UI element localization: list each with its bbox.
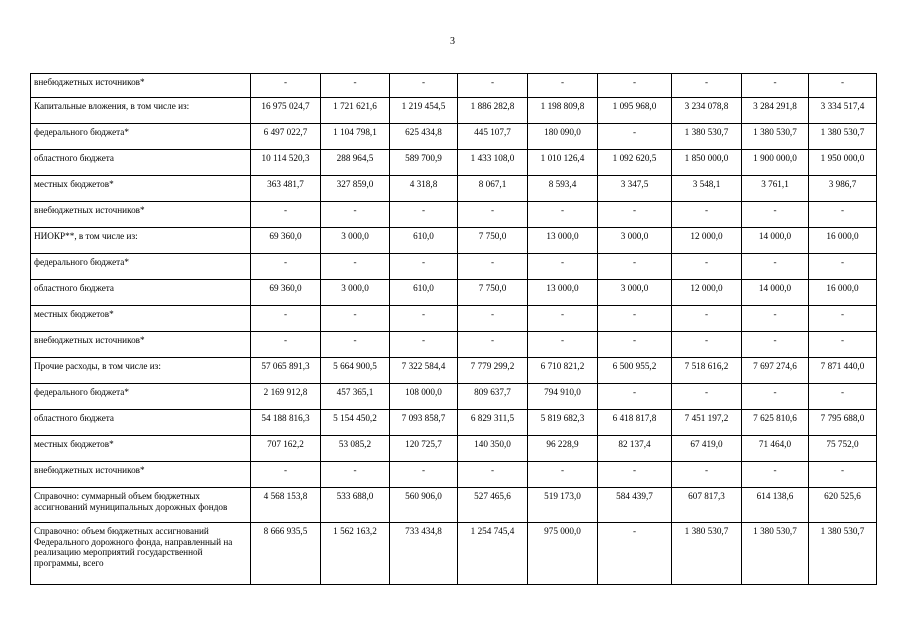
table-row bbox=[31, 384, 877, 410]
table-cell: - bbox=[598, 462, 672, 488]
table-cell: - bbox=[598, 74, 672, 98]
table-cell: 4 568 153,8 bbox=[251, 488, 321, 523]
table-cell: 82 137,4 bbox=[598, 436, 672, 462]
table-cell: - bbox=[528, 74, 598, 98]
table-cell: 8 067,1 bbox=[458, 176, 528, 202]
table-cell: - bbox=[598, 332, 672, 358]
row-label: Справочно: суммарный объем бюджетных ассигнований муниципальных дорожных фондов bbox=[31, 488, 251, 523]
row-label: внебюджетных источников* bbox=[31, 462, 251, 488]
table-cell: - bbox=[528, 462, 598, 488]
table-cell: - bbox=[598, 254, 672, 280]
table-cell: 71 464,0 bbox=[742, 436, 809, 462]
table-cell: 53 085,2 bbox=[321, 436, 390, 462]
table-cell: 7 750,0 bbox=[458, 228, 528, 254]
table-row bbox=[31, 410, 877, 436]
table-cell: - bbox=[321, 74, 390, 98]
table-cell: - bbox=[251, 202, 321, 228]
table-cell: - bbox=[390, 74, 458, 98]
table-cell: 7 451 197,2 bbox=[672, 410, 742, 436]
table-cell: 327 859,0 bbox=[321, 176, 390, 202]
table-cell: 6 710 821,2 bbox=[528, 358, 598, 384]
table-cell: 7 871 440,0 bbox=[809, 358, 877, 384]
table-cell: 120 725,7 bbox=[390, 436, 458, 462]
table-cell: 5 819 682,3 bbox=[528, 410, 598, 436]
table-row bbox=[31, 202, 877, 228]
table-cell: 12 000,0 bbox=[672, 228, 742, 254]
table-cell: - bbox=[390, 202, 458, 228]
table-cell: 57 065 891,3 bbox=[251, 358, 321, 384]
row-label: Справочно: объем бюджетных ассигнований Федерального дорожного фонда, направленный на реализацию мероприятий государственной программы, всего bbox=[31, 523, 251, 585]
table-cell: 1 886 282,8 bbox=[458, 98, 528, 124]
table-cell: - bbox=[251, 254, 321, 280]
table-cell: - bbox=[321, 306, 390, 332]
table-cell: 6 829 311,5 bbox=[458, 410, 528, 436]
table-cell: - bbox=[809, 74, 877, 98]
table-cell: - bbox=[672, 254, 742, 280]
table-cell: 445 107,7 bbox=[458, 124, 528, 150]
table-cell: 5 664 900,5 bbox=[321, 358, 390, 384]
table-cell: - bbox=[742, 306, 809, 332]
table-row bbox=[31, 254, 877, 280]
table-cell: 3 000,0 bbox=[321, 228, 390, 254]
table-cell: 10 114 520,3 bbox=[251, 150, 321, 176]
table-cell: 4 318,8 bbox=[390, 176, 458, 202]
table-cell: - bbox=[742, 384, 809, 410]
table-row bbox=[31, 358, 877, 384]
table-cell: 1 104 798,1 bbox=[321, 124, 390, 150]
table-cell: - bbox=[742, 202, 809, 228]
table-cell: 7 795 688,0 bbox=[809, 410, 877, 436]
table-cell: 75 752,0 bbox=[809, 436, 877, 462]
page-number: 3 bbox=[450, 36, 455, 47]
table-cell: 707 162,2 bbox=[251, 436, 321, 462]
table-cell: 16 975 024,7 bbox=[251, 98, 321, 124]
table-cell: - bbox=[598, 124, 672, 150]
table-cell: 16 000,0 bbox=[809, 280, 877, 306]
table-cell: 69 360,0 bbox=[251, 228, 321, 254]
table-cell: - bbox=[458, 74, 528, 98]
table-cell: - bbox=[321, 462, 390, 488]
table-cell: 457 365,1 bbox=[321, 384, 390, 410]
table-cell: 1 380 530,7 bbox=[672, 124, 742, 150]
table-cell: 7 625 810,6 bbox=[742, 410, 809, 436]
table-cell: 1 721 621,6 bbox=[321, 98, 390, 124]
table-cell: 7 518 616,2 bbox=[672, 358, 742, 384]
table-cell: - bbox=[528, 202, 598, 228]
table-cell: 620 525,6 bbox=[809, 488, 877, 523]
table-cell: 1 219 454,5 bbox=[390, 98, 458, 124]
table-cell: - bbox=[809, 462, 877, 488]
table-cell: 1 950 000,0 bbox=[809, 150, 877, 176]
table-cell: - bbox=[390, 306, 458, 332]
row-label: областного бюджета bbox=[31, 410, 251, 436]
row-label: внебюджетных источников* bbox=[31, 202, 251, 228]
table-row bbox=[31, 332, 877, 358]
table-cell: - bbox=[672, 462, 742, 488]
table-cell: 54 188 816,3 bbox=[251, 410, 321, 436]
table-row bbox=[31, 488, 877, 523]
table-cell: 3 347,5 bbox=[598, 176, 672, 202]
table-cell: - bbox=[598, 306, 672, 332]
table-cell: - bbox=[809, 202, 877, 228]
table-cell: - bbox=[742, 332, 809, 358]
table-cell: 589 700,9 bbox=[390, 150, 458, 176]
table-cell: - bbox=[672, 332, 742, 358]
row-label: федерального бюджета* bbox=[31, 384, 251, 410]
table-cell: - bbox=[390, 462, 458, 488]
table-row bbox=[31, 462, 877, 488]
table-cell: 288 964,5 bbox=[321, 150, 390, 176]
table-cell: 3 234 078,8 bbox=[672, 98, 742, 124]
table-cell: - bbox=[458, 254, 528, 280]
row-label: внебюджетных источников* bbox=[31, 74, 251, 98]
table-cell: - bbox=[528, 306, 598, 332]
table-cell: 733 434,8 bbox=[390, 523, 458, 585]
table-cell: 69 360,0 bbox=[251, 280, 321, 306]
row-label: НИОКР**, в том числе из: bbox=[31, 228, 251, 254]
table-cell: - bbox=[321, 332, 390, 358]
table-cell: - bbox=[321, 254, 390, 280]
table-cell: - bbox=[598, 523, 672, 585]
budget-table-body bbox=[31, 74, 877, 585]
table-cell: - bbox=[672, 306, 742, 332]
table-cell: 1 850 000,0 bbox=[672, 150, 742, 176]
table-cell: - bbox=[251, 74, 321, 98]
table-cell: - bbox=[598, 384, 672, 410]
table-row bbox=[31, 523, 877, 585]
table-cell: - bbox=[390, 332, 458, 358]
table-cell: 6 500 955,2 bbox=[598, 358, 672, 384]
table-cell: 625 434,8 bbox=[390, 124, 458, 150]
table-cell: 3 284 291,8 bbox=[742, 98, 809, 124]
table-cell: 7 779 299,2 bbox=[458, 358, 528, 384]
table-cell: - bbox=[809, 332, 877, 358]
row-label: федерального бюджета* bbox=[31, 124, 251, 150]
table-cell: 1 092 620,5 bbox=[598, 150, 672, 176]
table-cell: 610,0 bbox=[390, 280, 458, 306]
table-cell: 5 154 450,2 bbox=[321, 410, 390, 436]
table-cell: 3 000,0 bbox=[598, 228, 672, 254]
table-cell: 6 418 817,8 bbox=[598, 410, 672, 436]
table-cell: 67 419,0 bbox=[672, 436, 742, 462]
table-cell: 1 380 530,7 bbox=[672, 523, 742, 585]
table-cell: 8 593,4 bbox=[528, 176, 598, 202]
table-cell: 14 000,0 bbox=[742, 228, 809, 254]
table-cell: 1 562 163,2 bbox=[321, 523, 390, 585]
table-cell: 3 986,7 bbox=[809, 176, 877, 202]
table-row bbox=[31, 150, 877, 176]
table-cell: - bbox=[458, 462, 528, 488]
table-cell: 14 000,0 bbox=[742, 280, 809, 306]
table-cell: 1 254 745,4 bbox=[458, 523, 528, 585]
table-cell: 96 228,9 bbox=[528, 436, 598, 462]
table-cell: 3 000,0 bbox=[321, 280, 390, 306]
table-cell: 7 093 858,7 bbox=[390, 410, 458, 436]
table-cell: - bbox=[251, 332, 321, 358]
table-cell: - bbox=[458, 202, 528, 228]
table-row bbox=[31, 176, 877, 202]
table-row bbox=[31, 228, 877, 254]
table-cell: 363 481,7 bbox=[251, 176, 321, 202]
table-cell: 1 380 530,7 bbox=[742, 124, 809, 150]
row-label: областного бюджета bbox=[31, 280, 251, 306]
table-cell: - bbox=[672, 202, 742, 228]
table-cell: 584 439,7 bbox=[598, 488, 672, 523]
table-cell: 1 900 000,0 bbox=[742, 150, 809, 176]
row-label: местных бюджетов* bbox=[31, 176, 251, 202]
table-cell: - bbox=[809, 384, 877, 410]
table-cell: 1 380 530,7 bbox=[809, 523, 877, 585]
table-cell: - bbox=[251, 306, 321, 332]
table-cell: 3 548,1 bbox=[672, 176, 742, 202]
table-cell: - bbox=[672, 74, 742, 98]
table-cell: 3 000,0 bbox=[598, 280, 672, 306]
table-row bbox=[31, 74, 877, 98]
table-row bbox=[31, 280, 877, 306]
table-cell: - bbox=[458, 306, 528, 332]
table-cell: 13 000,0 bbox=[528, 280, 598, 306]
table-cell: 809 637,7 bbox=[458, 384, 528, 410]
table-cell: - bbox=[809, 306, 877, 332]
table-cell: 560 906,0 bbox=[390, 488, 458, 523]
table-cell: - bbox=[251, 462, 321, 488]
table-cell: 3 334 517,4 bbox=[809, 98, 877, 124]
table-cell: 180 090,0 bbox=[528, 124, 598, 150]
table-row bbox=[31, 98, 877, 124]
table-cell: - bbox=[458, 332, 528, 358]
table-cell: - bbox=[742, 462, 809, 488]
row-label: федерального бюджета* bbox=[31, 254, 251, 280]
table-cell: 6 497 022,7 bbox=[251, 124, 321, 150]
table-row bbox=[31, 436, 877, 462]
table-cell: - bbox=[742, 74, 809, 98]
table-cell: 8 666 935,5 bbox=[251, 523, 321, 585]
table-cell: 1 380 530,7 bbox=[742, 523, 809, 585]
budget-table bbox=[30, 73, 877, 585]
table-cell: - bbox=[528, 254, 598, 280]
table-cell: 614 138,6 bbox=[742, 488, 809, 523]
table-cell: - bbox=[809, 254, 877, 280]
table-cell: 7 750,0 bbox=[458, 280, 528, 306]
table-cell: 1 095 968,0 bbox=[598, 98, 672, 124]
table-cell: 527 465,6 bbox=[458, 488, 528, 523]
table-cell: 3 761,1 bbox=[742, 176, 809, 202]
row-label: местных бюджетов* bbox=[31, 306, 251, 332]
table-cell: 1 380 530,7 bbox=[809, 124, 877, 150]
row-label: областного бюджета bbox=[31, 150, 251, 176]
table-cell: 1 198 809,8 bbox=[528, 98, 598, 124]
table-cell: 7 322 584,4 bbox=[390, 358, 458, 384]
row-label: Прочие расходы, в том числе из: bbox=[31, 358, 251, 384]
table-cell: 519 173,0 bbox=[528, 488, 598, 523]
table-cell: 140 350,0 bbox=[458, 436, 528, 462]
table-cell: 108 000,0 bbox=[390, 384, 458, 410]
table-cell: 13 000,0 bbox=[528, 228, 598, 254]
table-cell: 7 697 274,6 bbox=[742, 358, 809, 384]
table-cell: 533 688,0 bbox=[321, 488, 390, 523]
table-cell: 12 000,0 bbox=[672, 280, 742, 306]
table-cell: 1 010 126,4 bbox=[528, 150, 598, 176]
table-cell: - bbox=[390, 254, 458, 280]
row-label: Капитальные вложения, в том числе из: bbox=[31, 98, 251, 124]
table-cell: - bbox=[528, 332, 598, 358]
table-row bbox=[31, 306, 877, 332]
table-cell: 16 000,0 bbox=[809, 228, 877, 254]
row-label: местных бюджетов* bbox=[31, 436, 251, 462]
table-cell: 2 169 912,8 bbox=[251, 384, 321, 410]
table-row bbox=[31, 124, 877, 150]
table-cell: - bbox=[672, 384, 742, 410]
table-cell: - bbox=[598, 202, 672, 228]
table-cell: 607 817,3 bbox=[672, 488, 742, 523]
table-cell: - bbox=[321, 202, 390, 228]
table-cell: 1 433 108,0 bbox=[458, 150, 528, 176]
table-cell: 610,0 bbox=[390, 228, 458, 254]
table-cell: 975 000,0 bbox=[528, 523, 598, 585]
table-cell: - bbox=[742, 254, 809, 280]
table-cell: 794 910,0 bbox=[528, 384, 598, 410]
row-label: внебюджетных источников* bbox=[31, 332, 251, 358]
